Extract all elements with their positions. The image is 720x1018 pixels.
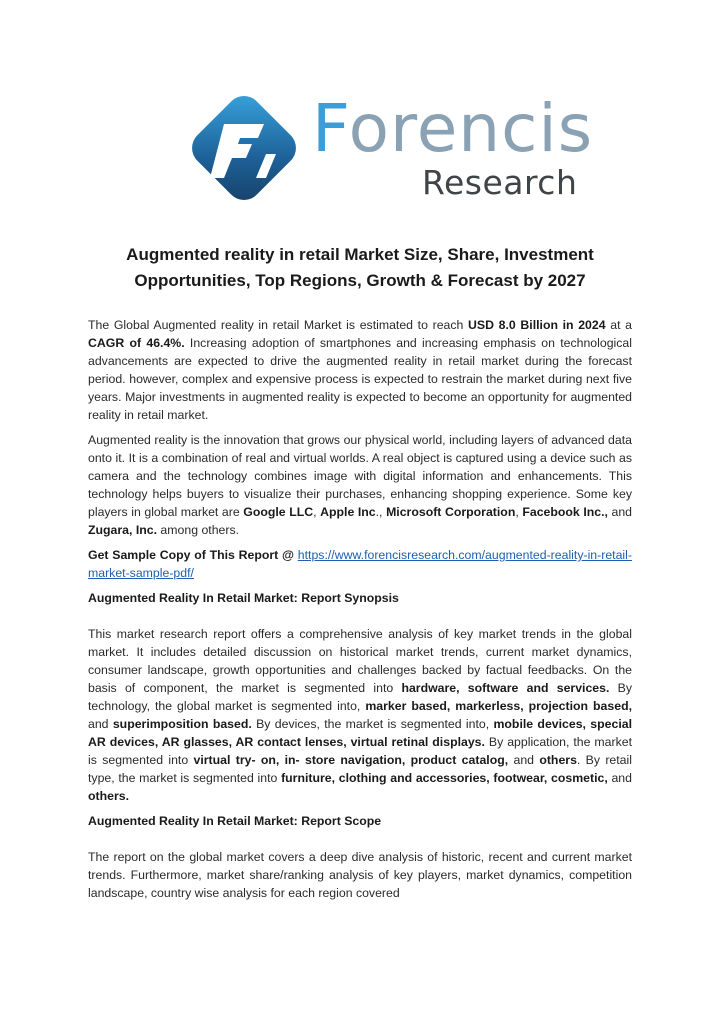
sample-report-link[interactable]: https://www.forencisresearch.com/augmented-reality-in-retail-market-sample-pdf/ xyxy=(88,548,632,580)
segment-list: marker based, markerless, projection based, xyxy=(365,699,632,713)
synopsis-text: and xyxy=(88,717,113,731)
synopsis-text: By technology, the global market is segmented into, xyxy=(88,681,632,713)
segment-list: others xyxy=(539,753,577,767)
synopsis-text: and xyxy=(508,753,540,767)
segment-list: hardware, software and services. xyxy=(401,681,610,695)
players-text: Augmented reality is the innovation that grows our physical world, including layers of advanced data onto it. It is a combination of real and virtual worlds. A real object is captured using a device such as camera and the technology combines image with digital information and enhancements. This technology helps buyers to visualize their purchases, enhancing shopping experience. Some key players in global market are xyxy=(88,433,632,519)
players-text: , xyxy=(313,505,321,519)
synopsis-text: By application, the market is segmented into xyxy=(88,735,633,767)
sample-request-label: Get Sample Copy of This Report @ xyxy=(88,548,298,562)
player-name: Google LLC xyxy=(243,505,314,519)
scope-paragraph: The report on the global market covers a deep dive analysis of historic, recent and current market trends. Furthermore, market share/ranking analysis of key players, market dynamics, competition landscape, country wise analysis for each region covered xyxy=(88,850,632,900)
forencis-logo xyxy=(180,84,594,224)
segment-list: virtual try- on, in- store navigation, product catalog, xyxy=(193,753,509,767)
cagr-value: CAGR of 46.4%. xyxy=(88,336,185,350)
logo-subtitle: Research xyxy=(422,163,578,202)
player-name: Apple Inc xyxy=(320,505,376,519)
sample-request-line xyxy=(88,546,632,582)
intro-paragraph xyxy=(88,316,632,424)
logo-wordmark-initial: F xyxy=(312,90,349,167)
segment-list: superimposition based. xyxy=(112,717,252,731)
segment-list: furniture, clothing and accessories, footwear, cosmetic, xyxy=(281,771,608,785)
logo-wordmark xyxy=(312,90,594,167)
player-name: Microsoft Corporation xyxy=(386,505,516,519)
players-text: , xyxy=(515,505,523,519)
players-text: among others. xyxy=(157,523,240,537)
players-text: ., xyxy=(375,505,387,519)
logo-wordmark-rest: orencis xyxy=(348,90,594,167)
market-value: USD 8.0 Billion in 2024 xyxy=(468,318,606,332)
players-paragraph xyxy=(88,431,632,539)
synopsis-text: This market research report offers a comprehensive analysis of key market trends in the global market. It includes detailed discussion on historical market trends, current market dynamics, consumer landscape, growth opportunities and challenges backed by factual feedbacks. On the basis of component, the market is segmented into xyxy=(88,627,632,695)
report-body xyxy=(88,316,632,909)
intro-text: The Global Augmented reality in retail Market is estimated to reach xyxy=(88,318,469,332)
scope-heading: Augmented Reality In Retail Market: Report Scope xyxy=(88,814,382,828)
player-name: Facebook Inc., xyxy=(522,505,608,519)
synopsis-text: and xyxy=(607,771,632,785)
segment-list: mobile devices, special AR devices, AR glasses, AR contact lenses, virtual retinal displays. xyxy=(88,717,633,749)
intro-text: Increasing adoption of smartphones and increasing emphasis on technological advancements are expected to drive the augmented reality in retail market during the forecast period. however, complex and expensive process is expected to restrain the market during next five years. Major investments in augmented reality is expected to become an opportunity for augmented reality in retail market. xyxy=(88,336,632,422)
player-name: Zugara, Inc. xyxy=(88,523,158,537)
synopsis-heading: Augmented Reality In Retail Market: Report Synopsis xyxy=(88,591,399,605)
synopsis-text: By devices, the market is segmented into, xyxy=(251,717,494,731)
forencis-logo-mark-icon xyxy=(180,84,308,212)
segment-list: others. xyxy=(88,789,129,803)
report-title: Augmented reality in retail Market Size, Share, Investment Opportunities, Top Regions, Growth & Forecast by 2027 xyxy=(126,245,594,290)
players-text: and xyxy=(607,505,633,519)
synopsis-text: . By retail type, the market is segmented into xyxy=(88,753,632,785)
intro-text: at a xyxy=(605,318,632,332)
synopsis-paragraph xyxy=(88,625,632,805)
